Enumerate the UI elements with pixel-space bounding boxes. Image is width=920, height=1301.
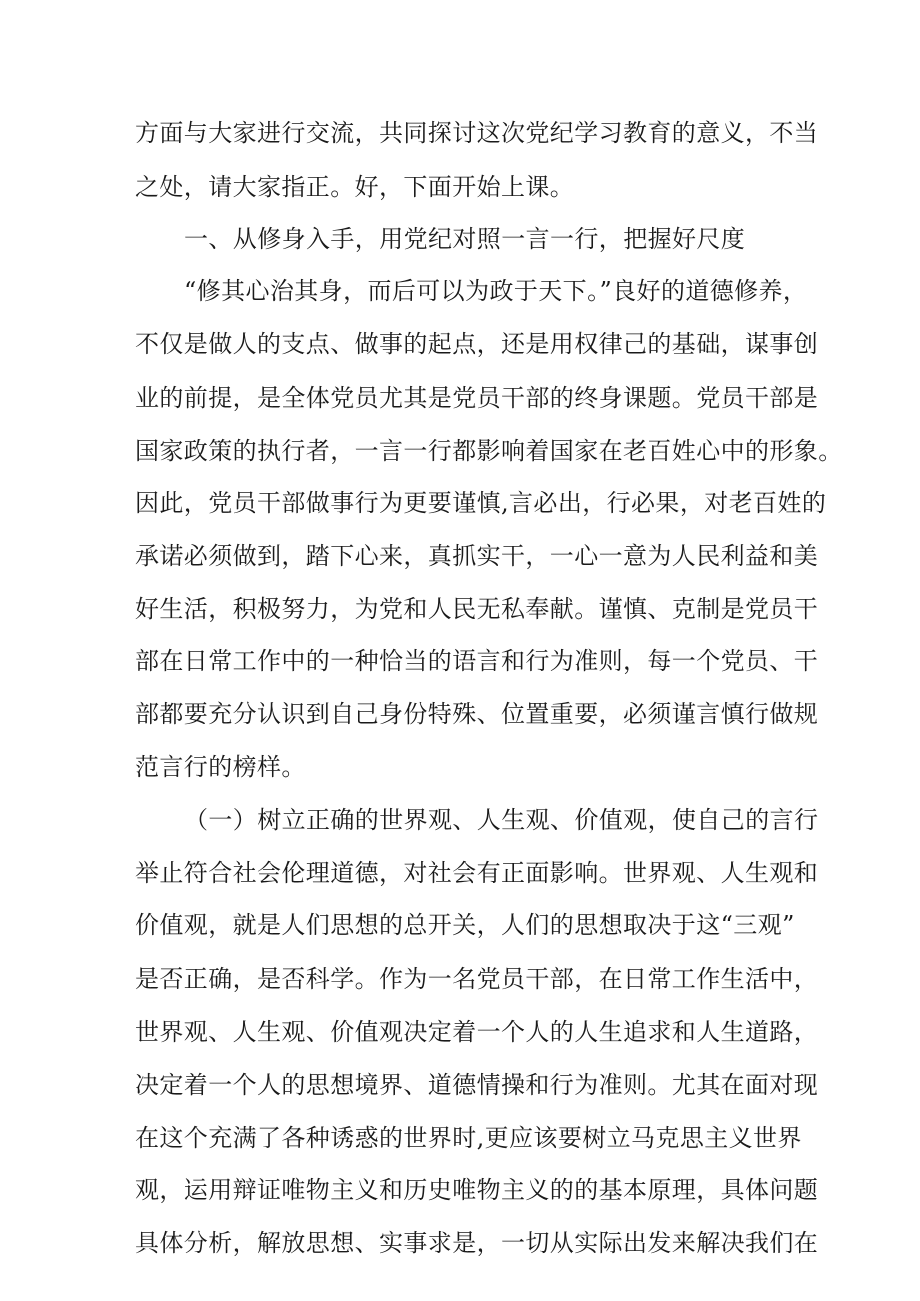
text-line-12: 部都要充分认识到自己身份特殊、位置重要，必须谨言慎行做规 [135,700,819,728]
text-line-21: 观，运用辩证唯物主义和历史唯物主义的的基本原理，具体问题 [135,1176,819,1204]
text-line-20: 在这个充满了各种诱惑的世界时,更应该要树立马克思主义世界 [135,1124,802,1152]
text-line-1: 方面与大家进行交流，共同探讨这次党纪学习教育的意义，不当 [135,119,819,147]
subsection-heading-1: （一）树立正确的世界观、人生观、价值观，使自己的言行 [184,806,819,834]
text-line-6: 业的前提，是全体党员尤其是党员干部的终身课题。党员干部是 [135,384,819,412]
text-line-5: 不仅是做人的支点、做事的起点，还是用权律己的基础，谋事创 [135,330,819,358]
text-line-22: 具体分析，解放思想、实事求是，一切从实际出发来解决我们在 [135,1229,819,1257]
text-line-4: “修其心治其身，而后可以为政于天下。”良好的道德修养， [184,277,808,305]
text-line-13: 范言行的榜样。 [135,753,306,781]
text-line-17: 是否正确，是否科学。作为一名党员干部，在日常工作生活中， [135,965,819,993]
text-line-9: 承诺必须做到，踏下心来，真抓实干，一心一意为人民利益和美 [135,542,819,570]
text-line-8: 因此，党员干部做事行为更要谨慎,言必出，行必果，对老百姓的 [135,489,827,517]
text-line-10: 好生活，积极努力，为党和人民无私奉献。谨慎、克制是党员干 [135,595,819,623]
text-line-16: 价值观，就是人们思想的总开关，人们的思想取决于这“三观” [135,911,795,939]
text-line-7: 国家政策的执行者，一言一行都影响着国家在老百姓心中的形象。 [135,437,843,465]
text-line-2: 之处，请大家指正。好，下面开始上课。 [135,173,575,201]
section-heading-1: 一、从修身入手，用党纪对照一言一行，把握好尺度 [184,225,746,253]
text-line-19: 决定着一个人的思想境界、道德情操和行为准则。尤其在面对现 [135,1071,819,1099]
text-line-15: 举止符合社会伦理道德，对社会有正面影响。世界观、人生观和 [135,859,819,887]
text-line-18: 世界观、人生观、价值观决定着一个人的人生追求和人生道路， [135,1018,819,1046]
text-line-11: 部在日常工作中的一种恰当的语言和行为准则，每一个党员、干 [135,647,819,675]
